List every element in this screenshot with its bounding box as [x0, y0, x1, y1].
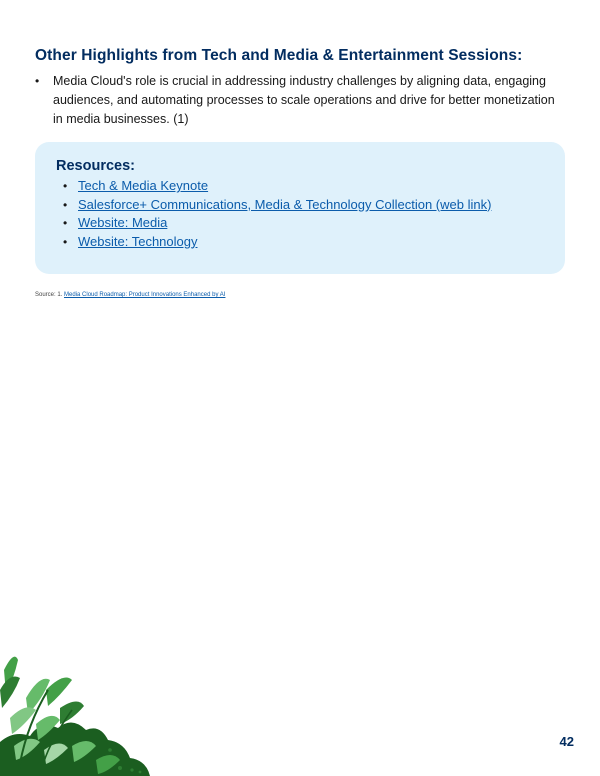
page-number: 42 [559, 734, 574, 749]
resource-item [63, 214, 491, 233]
bullet-icon: • [63, 234, 68, 249]
texture-dot [118, 766, 122, 770]
bullet-icon: • [63, 216, 68, 230]
bullet-icon: • [35, 74, 40, 88]
highlights-list [35, 72, 555, 129]
resources-list [63, 177, 491, 251]
texture-dot [130, 768, 133, 771]
resource-item [63, 177, 491, 196]
source-prefix: Source: 1. [35, 292, 65, 298]
bullet-icon: • [63, 179, 68, 193]
website-technology-link[interactable]: Website: Technology [78, 233, 198, 249]
leaf-shape [60, 701, 84, 724]
resources-title: Resources: [56, 158, 135, 174]
leaf-shape [46, 678, 72, 706]
section-heading: Other Highlights from Tech and Media & Entertainment Sessions: [35, 47, 523, 64]
resource-item [63, 233, 491, 252]
source-link[interactable]: Media Cloud Roadmap: Product Innovations Enhanced by AI [64, 292, 226, 298]
tech-media-keynote-link[interactable]: Tech & Media Keynote [78, 178, 209, 193]
resource-item [63, 196, 491, 215]
website-media-link[interactable]: Website: Media [78, 215, 168, 230]
foliage-illustration [0, 650, 160, 776]
bullet-icon: • [63, 197, 68, 212]
list-item-text: Media Cloud's role is crucial in addressing industry challenges by aligning data, engaging audiences, and automating processes to scale operations and drive for better monetization in media businesses. (1) [53, 74, 555, 126]
source-note [35, 292, 225, 298]
leaf-shape [0, 677, 20, 709]
salesforce-plus-collection-link[interactable]: Salesforce+ Communications, Media & Technology Collection (web link) [78, 196, 492, 212]
texture-dot [139, 771, 142, 774]
resources-panel [35, 142, 565, 274]
list-item [35, 72, 555, 129]
texture-dot [108, 748, 112, 752]
